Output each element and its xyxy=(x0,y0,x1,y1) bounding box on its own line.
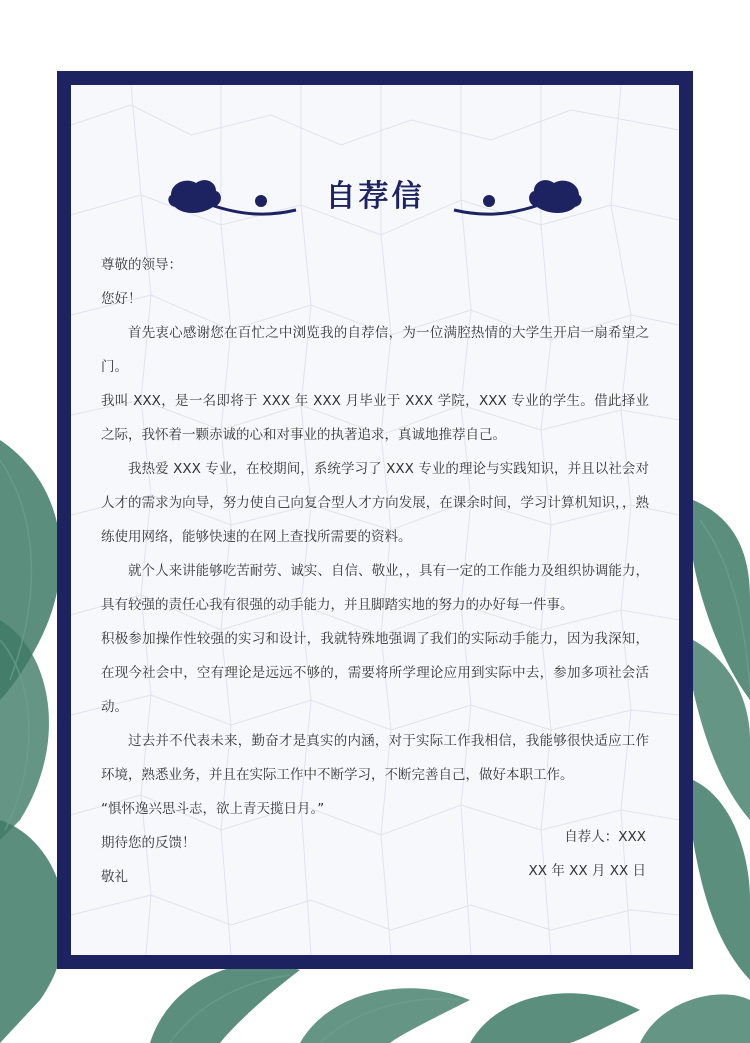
paragraph-6: 过去并不代表未来，勤奋才是真实的内涵，对于实际工作我相信，我能够很快适应工作环境，熟悉业务，并且在实际工作中不断学习，不断完善自己，做好本职工作。 xyxy=(101,733,649,783)
letter-paper xyxy=(71,85,679,955)
paragraph-1: 首先衷心感谢您在百忙之中浏览我的自荐信，为一位满腔热情的大学生开启一扇希望之门。 xyxy=(101,325,649,375)
regards: 敬礼 xyxy=(101,869,128,885)
paragraph-4: 就个人来讲能够吃苦耐劳、诚实、自信、敬业，，具有一定的工作能力及组织协调能力，具有较强的责任心我有很强的动手能力，并且脚踏实地的努力的办好每一件事。 xyxy=(101,563,649,613)
signature-block xyxy=(529,820,646,888)
salutation: 尊敬的领导： xyxy=(101,257,182,273)
letter-title: 自荐信 xyxy=(325,179,425,214)
closing-wish: 期待您的反馈！ xyxy=(101,835,196,851)
paragraph-5: 积极参加操作性较强的实习和设计，我就特殊地强调了我们的实际动手能力，因为我深知，在现今社会中，空有理论是远远不够的，需要将所学理论应用到实际中去，参加多项社会活动。 xyxy=(101,631,649,715)
date: XX 年 XX 月 XX 日 xyxy=(528,863,646,879)
quote: “惧怀逸兴思斗志，欲上青天揽日月。” xyxy=(101,801,325,817)
paragraph-2: 我叫 XXX，是一名即将于 XXX 年 XXX 月毕业于 XXX 学院，XXX 专业的学生。借此择业之际，我怀着一颗赤诚的心和对事业的执著追求，真诚地推荐自己。 xyxy=(101,393,649,443)
paragraph-3: 我热爱 XXX 专业，在校期间，系统学习了 XXX 专业的理论与实践知识，并且以社会对人才的需求为向导，努力使自己向复合型人才方向发展，在课余时间，学习计算机知识，，熟练使用网络，能够快速的在网上查找所需要的资料。 xyxy=(101,461,649,545)
letter-body xyxy=(101,248,649,894)
signature: 自荐人：XXX xyxy=(564,829,646,845)
greeting: 您好！ xyxy=(101,291,142,307)
